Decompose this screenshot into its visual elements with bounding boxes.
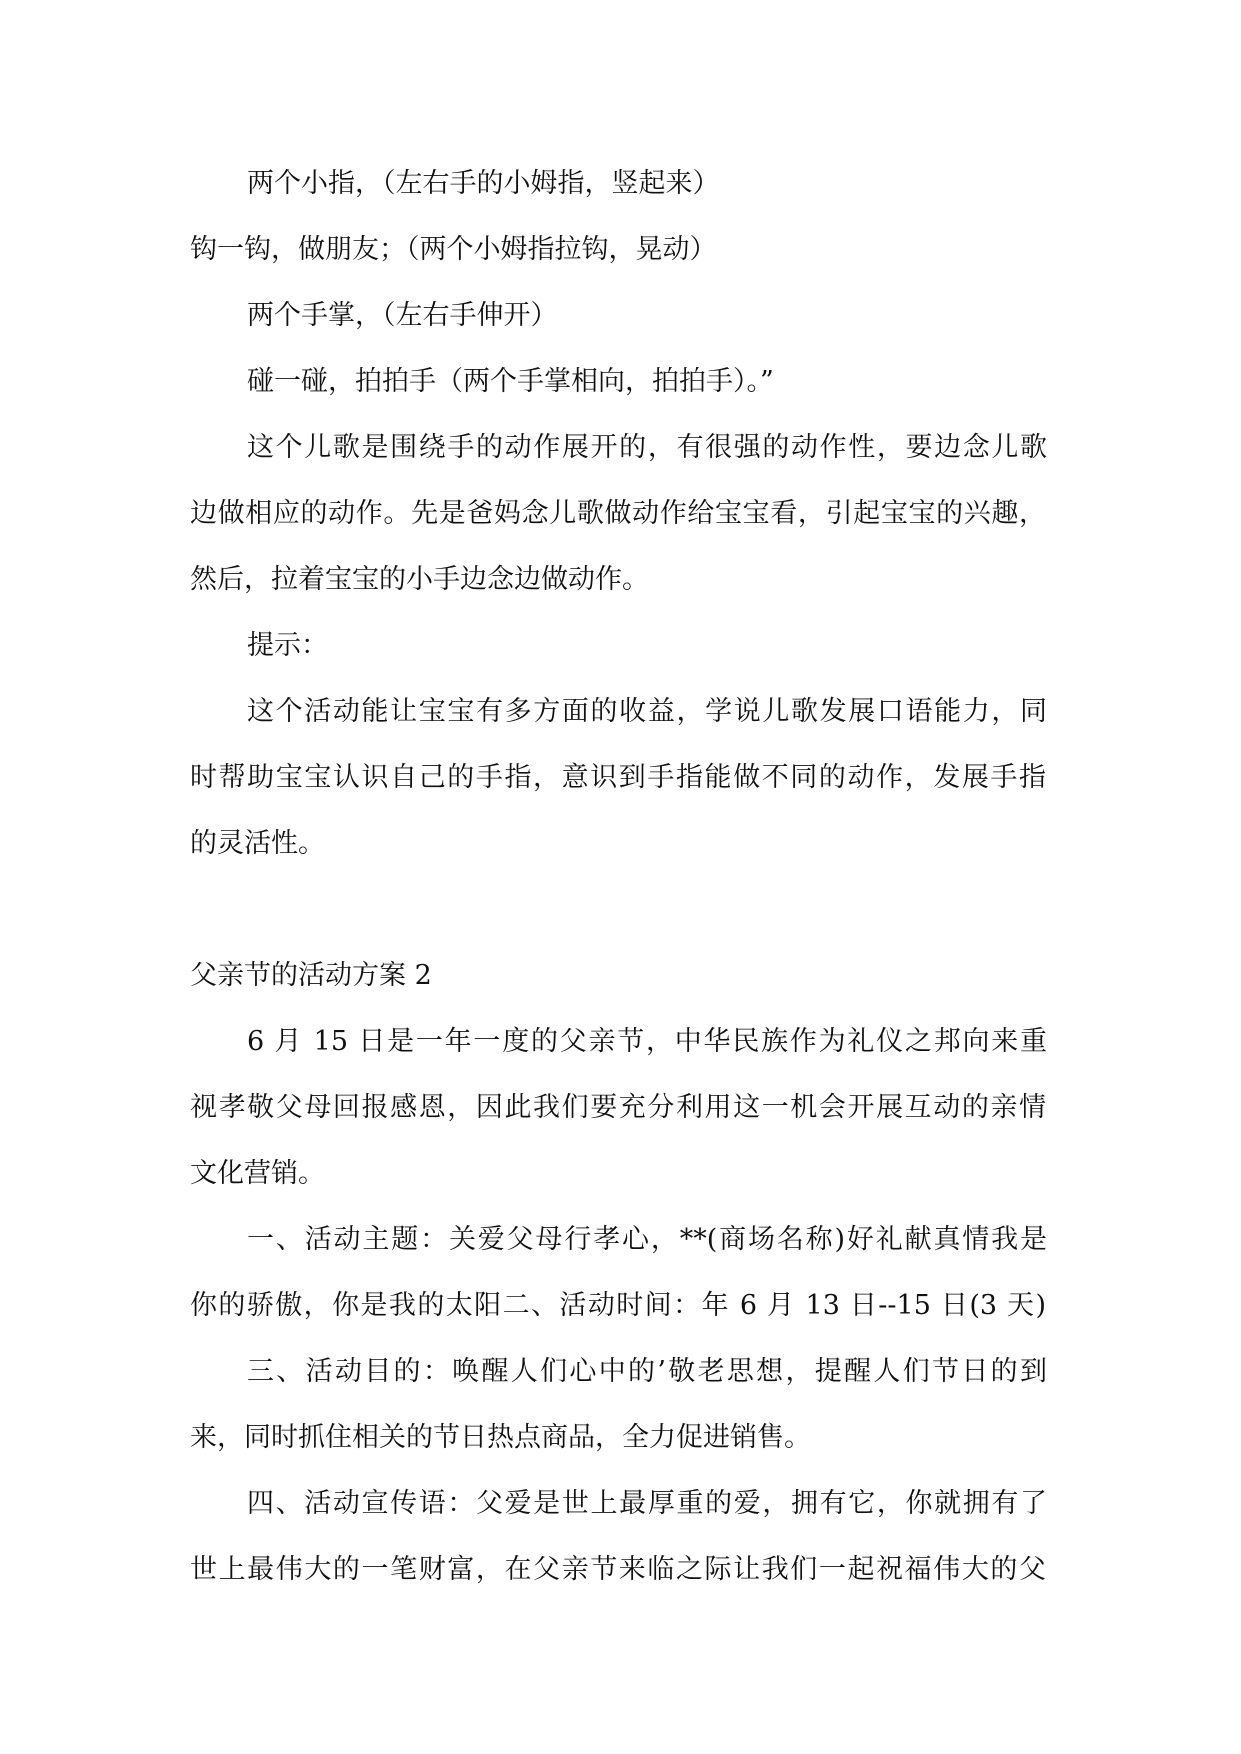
paragraph-line: 文化营销。 — [190, 1158, 325, 1189]
paragraph-line: 一、活动主题：关爱父母行孝心，**(商场名称)好礼献真情我是 — [247, 1224, 1047, 1255]
paragraph-line: 这个儿歌是围绕手的动作展开的，有很强的动作性，要边念儿歌 — [247, 432, 1047, 463]
text-line: 碰一碰，拍拍手（两个手掌相向，拍拍手）。” — [247, 366, 774, 397]
paragraph-line: 四、活动宣传语：父爱是世上最厚重的爱，拥有它，你就拥有了 — [247, 1488, 1047, 1519]
paragraph-line: 世上最伟大的一笔财富，在父亲节来临之际让我们一起祝福伟大的父 — [190, 1554, 1046, 1585]
tip-label: 提示： — [247, 630, 328, 661]
paragraph-line: 6 月 15 日是一年一度的父亲节，中华民族作为礼仪之邦向来重 — [247, 1026, 1047, 1057]
text-line: 两个手掌，（左右手伸开） — [247, 300, 558, 331]
text-line: 钩一钩，做朋友；（两个小姆指拉钩，晃动） — [190, 234, 717, 265]
paragraph-line: 三、活动目的：唤醒人们心中的’敬老思想，提醒人们节日的到 — [247, 1356, 1047, 1387]
paragraph-line: 然后，拉着宝宝的小手边念边做动作。 — [190, 564, 649, 595]
paragraph-line: 边做相应的动作。先是爸妈念儿歌做动作给宝宝看，引起宝宝的兴趣， — [190, 498, 1046, 529]
text-line: 两个小指，（左右手的小姆指，竖起来） — [247, 168, 720, 199]
paragraph-line: 你的骄傲，你是我的太阳二、活动时间：年 6 月 13 日--15 日(3 天) — [190, 1290, 1046, 1321]
section-heading: 父亲节的活动方案 2 — [190, 960, 432, 991]
paragraph-line: 这个活动能让宝宝有多方面的收益，学说儿歌发展口语能力，同 — [247, 696, 1047, 727]
paragraph-line: 时帮助宝宝认识自己的手指，意识到手指能做不同的动作，发展手指 — [190, 762, 1046, 793]
paragraph-line: 视孝敬父母回报感恩，因此我们要充分利用这一机会开展互动的亲情 — [190, 1092, 1046, 1123]
paragraph-line: 的灵活性。 — [190, 828, 325, 859]
paragraph-line: 来，同时抓住相关的节日热点商品，全力促进销售。 — [190, 1422, 811, 1453]
